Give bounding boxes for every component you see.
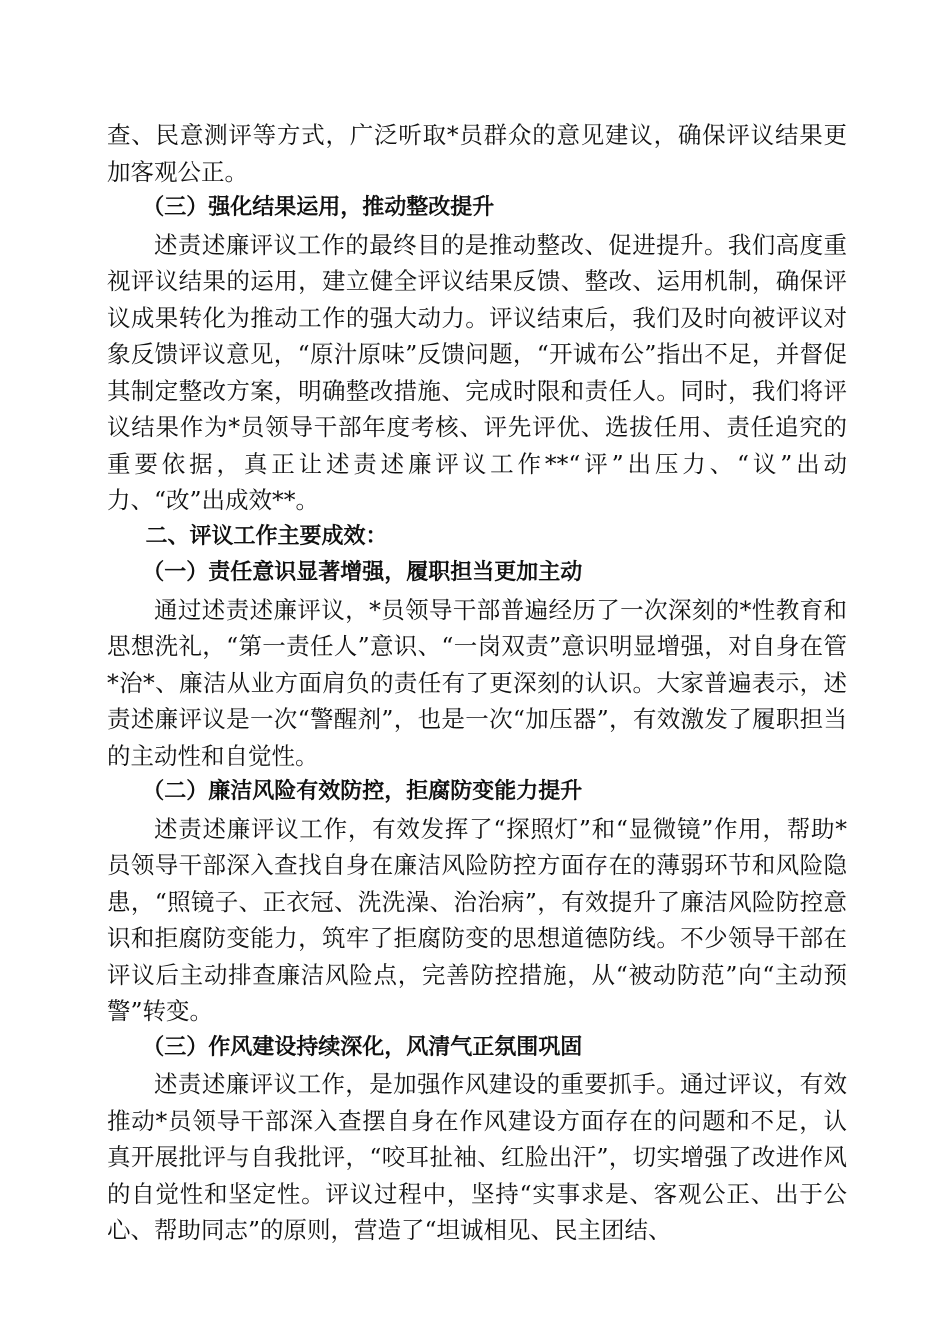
paragraph-opening: 查、民意测评等方式，广泛听取*员群众的意见建议，确保评议结果更加客观公正。 (107, 121, 847, 186)
paragraph-results-application: 述责述廉评议工作的最终目的是推动整改、促进提升。我们高度重视评议结果的运用，建立健全评议结果反馈、整改、运用机制，确保评议成果转化为推动工作的强大动力。评议结束后，我们及时向被评议对象反馈评议意见，“原汁原味”反馈问题，“开诚布公”指出不足，并督促其制定整改方案，明确整改措施、完成时限和责任人。同时，我们将评议结果作为*员领导干部年度考核、评先评优、选拔任用、责任追究的重要依据，真正让述责述廉评议工作**“评”出压力、“议”出动力、“改”出成效**。 (107, 230, 847, 514)
section-heading-2-integrity-risk: （二）廉洁风险有效防控，拒腐防变能力提升 (142, 779, 583, 804)
section-heading-1-responsibility: （一）责任意识显著增强，履职担当更加主动 (142, 560, 583, 585)
document-page (107, 117, 847, 1249)
paragraph-responsibility: 通过述责述廉评议，*员领导干部普遍经历了一次深刻的*性教育和思想洗礼，“第一责任人”意识、“一岗双责”意识明显增强，对自身在管*治*、廉洁从业方面肩负的责任有了更深刻的认识。大家普遍表示，述责述廉评议是一次“警醒剂”，也是一次“加压器”，有效激发了履职担当的主动性和自觉性。 (107, 595, 847, 770)
section-heading-3-work-style: （三）作风建设持续深化，风清气正氛围巩固 (142, 1034, 583, 1060)
paragraph-work-style: 述责述廉评议工作，是加强作风建设的重要抓手。通过评议，有效推动*员领导干部深入查摆自身在作风建设方面存在的问题和不足，认真开展批评与自我批评，“咬耳扯袖、红脸出汗”，切实增强了改进作风的自觉性和坚定性。评议过程中，坚持“实事求是、客观公正、出于公心、帮助同志”的原则，营造了“坦诚相见、民主团结、 (107, 1070, 847, 1244)
chapter-heading-2-main-outcomes: 二、评议工作主要成效： (145, 523, 388, 549)
paragraph-integrity-risk: 述责述廉评议工作，有效发挥了“探照灯”和“显微镜”作用，帮助*员领导干部深入查找自身在廉洁风险防控方面存在的薄弱环节和风险隐患，“照镜子、正衣冠、洗洗澡、治治病”，有效提升了廉洁风险防控意识和拒腐防变能力，筑牢了拒腐防变的思想道德防线。不少领导干部在评议后主动排查廉洁风险点，完善防控措施，从“被动防范”向“主动预警”转变。 (107, 814, 847, 1025)
section-heading-3-apply-results: （三）强化结果运用，推动整改提升 (142, 195, 495, 220)
